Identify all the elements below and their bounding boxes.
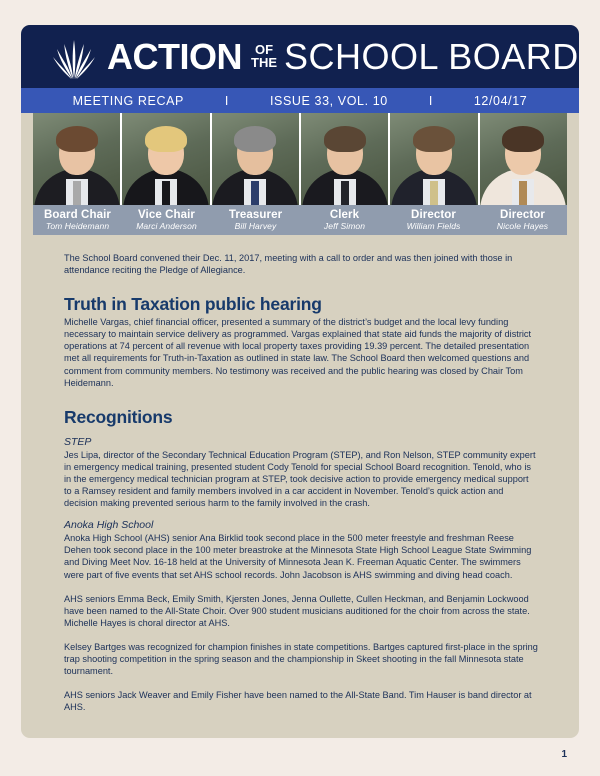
board-member-portrait: [390, 113, 477, 205]
board-member-name-cell: [389, 205, 478, 235]
board-member-role: Treasurer: [228, 208, 283, 221]
board-member-name: Tom Heidemann: [45, 220, 110, 231]
board-member-name: Nicole Hayes: [496, 220, 549, 231]
intro-paragraph: The School Board convened their Dec. 11, 2017, meeting with a call to order and was then joined with those in attendance reciting the Pledge of Allegiance.: [64, 253, 513, 276]
ahs-choir-paragraph: AHS seniors Emma Beck, Emily Smith, Kjersten Jones, Jenna Oullette, Cullen Heckman, and Benjamin Lockwood have been named to the All-State Choir. Over 900 student musicians auditioned for the choir from across the state. Michelle Hayes is choral director at AHS.: [64, 593, 530, 628]
truth-in-taxation-paragraph: Michelle Vargas, chief financial officer, presented a summary of the district’s budget and the local levy funding necessary to maintain service delivery as programmed. Vargas explained that state aid funds the majority of district operations at 74 percent of all revenue with local property taxes providing 19.39 percent. The detailed presentation met all requirements for Truth-in-Taxation as outlined in state law. The School Board then welcomed questions and comment from community members. No testimony was received and the public hearing was closed by Chair Tom Heidemann.: [64, 317, 532, 388]
portrait-hair: [502, 126, 544, 152]
portrait-hair: [413, 126, 455, 152]
ahs-shooting-paragraph: Kelsey Bartges was recognized for champion finishes in state competitions. Bartges captured first-place in the spring trap shooting competition in the spring season and the championship in Skeet shooting in the fall Minnesota state tournament.: [64, 641, 538, 677]
board-member-name-cell: [478, 205, 567, 235]
title-of-the: [251, 44, 277, 69]
board-member-photo-strip: [33, 113, 567, 205]
page-number: 1: [561, 749, 567, 760]
masthead-title: [107, 35, 579, 77]
board-member-portrait: [480, 113, 567, 205]
title-action: ACTION: [107, 35, 242, 77]
board-member-name: William Fields: [406, 220, 461, 231]
issue-date: 12/04/17: [473, 93, 528, 108]
board-member-name-cell: [300, 205, 389, 235]
heading-recognitions: Recognitions: [64, 406, 173, 427]
portrait-hair: [234, 126, 276, 152]
board-member-portrait: [212, 113, 299, 205]
title-of: OF: [254, 42, 274, 58]
title-school-board: SCHOOL BOARD: [284, 35, 579, 77]
issue-label: ISSUE 33, VOL. 10: [269, 93, 388, 108]
portrait-hair: [324, 126, 366, 152]
board-member-role: Vice Chair: [137, 208, 196, 221]
portrait-tie: [251, 181, 259, 205]
subheading-anoka-high-school: Anoka High School: [64, 519, 154, 532]
subheading-step: STEP: [64, 435, 92, 448]
portrait-tie: [341, 181, 349, 205]
portrait-tie: [430, 181, 438, 205]
title-the: THE: [251, 54, 277, 70]
portrait-hair: [56, 126, 98, 152]
portrait-tie: [73, 181, 81, 205]
board-member-role: Clerk: [329, 208, 360, 221]
issue-info-bar: [21, 88, 579, 113]
ahs-swimming-paragraph: Anoka High School (AHS) senior Ana Birklid took second place in the 500 meter freestyle and freshman Reese Dehen took second place in the 100 meter breastroke at the Minnesota State High School League State Swimming and Diving Meet Nov. 16-18 held at the University of Minnesota Jean K. Freeman Aquatic Center. The swimmers were part of five events that set AHS school records. John Jacobson is AHS swimming and diving head coach.: [64, 533, 532, 580]
board-member-name-bar: [33, 205, 567, 235]
ahs-band-paragraph: AHS seniors Jack Weaver and Emily Fisher have been named to the All-State Band. Tim Hauser is band director at AHS.: [64, 690, 532, 713]
board-member-role: Board Chair: [44, 208, 111, 221]
board-member-name-cell: [33, 205, 122, 235]
fountain-spray-logo-icon: [51, 36, 97, 80]
portrait-hair: [145, 126, 187, 152]
board-member-portrait: [122, 113, 209, 205]
board-member-name-cell: [211, 205, 300, 235]
board-member-portrait: [33, 113, 120, 205]
board-member-name: Marci Anderson: [136, 220, 197, 231]
portrait-tie: [519, 181, 527, 205]
step-paragraph: Jes Lipa, director of the Secondary Technical Education Program (STEP), and Ron Nelson, STEP community expert in emergency medical training, presented student Cody Tenold for special School Board recognition. Tenold, who is in the emergency medical technician program at STEP, took decisive action to provide emergency medical support to a Ramsey resident and family members involved in a car accident in November. Tenold’s quick action and decision making prevented serious harm to the family involved in the crash.: [64, 449, 536, 509]
board-member-name: Bill Harvey: [234, 220, 277, 231]
board-member-role: Director: [500, 208, 545, 221]
separator-2: I: [428, 93, 433, 108]
board-member-role: Director: [411, 208, 456, 221]
separator-1: I: [224, 93, 229, 108]
heading-truth-in-taxation: Truth in Taxation public hearing: [64, 294, 322, 315]
meeting-recap-label: MEETING RECAP: [72, 93, 184, 108]
portrait-tie: [162, 181, 170, 205]
masthead-banner: [21, 25, 579, 88]
board-member-name-cell: [122, 205, 211, 235]
board-member-portrait: [301, 113, 388, 205]
article-content: [64, 252, 538, 713]
board-member-name: Jeff Simon: [323, 220, 366, 231]
